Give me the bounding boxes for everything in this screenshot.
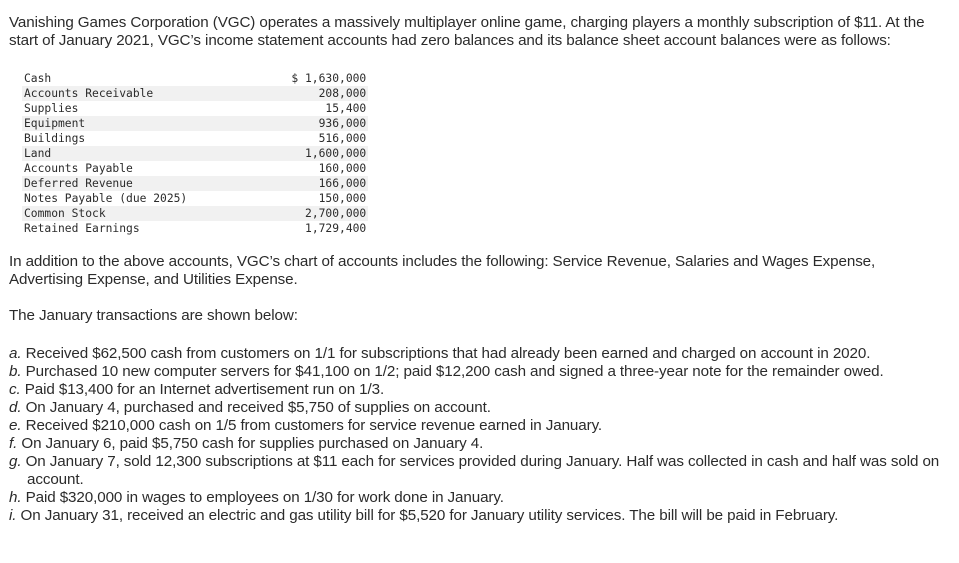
transaction-letter: e. [9,417,22,434]
account-name: Equipment [22,116,187,131]
table-row [22,161,368,176]
transaction-text: On January 7, sold 12,300 subscriptions at $11 each for services provided during January. Half was collected in cash and half was sold on account. [25,453,940,488]
account-amount: 1,600,000 [271,146,368,161]
transaction-text: Paid $320,000 in wages to employees on 1/30 for work done in January. [25,489,504,506]
transaction-text: Purchased 10 new computer servers for $41,100 on 1/2; paid $12,200 cash and signed a three-year note for the remainder owed. [25,363,884,380]
account-name: Deferred Revenue [22,176,187,191]
table-row [22,116,368,131]
transaction-letter: a. [9,345,22,362]
table-row [22,146,368,161]
transaction-item [9,399,949,417]
transaction-letter: c. [9,381,21,398]
table-row [22,71,368,86]
transaction-item [9,435,949,453]
transaction-item [9,453,949,489]
transactions-list [9,345,949,525]
table-row [22,221,368,236]
account-amount: 150,000 [271,191,368,206]
table-row [22,206,368,221]
transaction-item [9,345,949,363]
transactions-heading: The January transactions are shown below: [9,307,298,324]
transaction-item [9,363,949,381]
account-amount: $ 1,630,000 [271,71,368,86]
transaction-letter: i. [9,507,17,524]
transaction-text: Received $210,000 cash on 1/5 from customers for service revenue earned in January. [25,417,603,434]
transaction-text: On January 4, purchased and received $5,750 of supplies on account. [25,399,491,416]
transaction-letter: f. [9,435,18,452]
account-name: Land [22,146,187,161]
account-name: Buildings [22,131,187,146]
problem-document [9,14,949,525]
additional-accounts-paragraph: In addition to the above accounts, VGC’s chart of accounts includes the following: Service Revenue, Salaries and Wages Expense, Advertising Expense, and Utilities Expense. [9,253,876,288]
transaction-letter: h. [9,489,22,506]
transaction-text: Paid $13,400 for an Internet advertisement run on 1/3. [24,381,385,398]
account-name: Accounts Payable [22,161,187,176]
table-row [22,191,368,206]
transaction-item [9,381,949,399]
account-amount: 15,400 [271,101,368,116]
account-name: Retained Earnings [22,221,187,236]
transaction-letter: g. [9,453,22,470]
account-amount: 936,000 [271,116,368,131]
account-name: Accounts Receivable [22,86,187,101]
account-name: Cash [22,71,187,86]
transaction-item [9,489,949,507]
transaction-letter: b. [9,363,22,380]
transaction-item [9,417,949,435]
account-amount: 160,000 [271,161,368,176]
transaction-item [9,507,949,525]
account-name: Common Stock [22,206,187,221]
account-name: Notes Payable (due 2025) [24,192,188,205]
table-row [22,101,368,116]
account-amount: 166,000 [271,176,368,191]
account-balances-table [22,71,368,236]
transaction-letter: d. [9,399,22,416]
transaction-text: Received $62,500 cash from customers on 1/1 for subscriptions that had already been earned and charged on account in 2020. [25,345,871,362]
table-row [22,86,368,101]
intro-paragraph: Vanishing Games Corporation (VGC) operates a massively multiplayer online game, charging players a monthly subscription of $11. At the start of January 2021, VGC’s income statement accounts had zero balances and its balance sheet account balances were as follows: [9,14,925,49]
account-amount: 208,000 [271,86,368,101]
transaction-text: On January 31, received an electric and gas utility bill for $5,520 for January utility services. The bill will be paid in February. [20,507,839,524]
table-row [22,131,368,146]
account-amount: 1,729,400 [271,221,368,236]
account-amount: 516,000 [271,131,368,146]
table-row [22,176,368,191]
transaction-text: On January 6, paid $5,750 cash for supplies purchased on January 4. [21,435,484,452]
account-amount: 2,700,000 [271,206,368,221]
account-name: Supplies [22,101,187,116]
